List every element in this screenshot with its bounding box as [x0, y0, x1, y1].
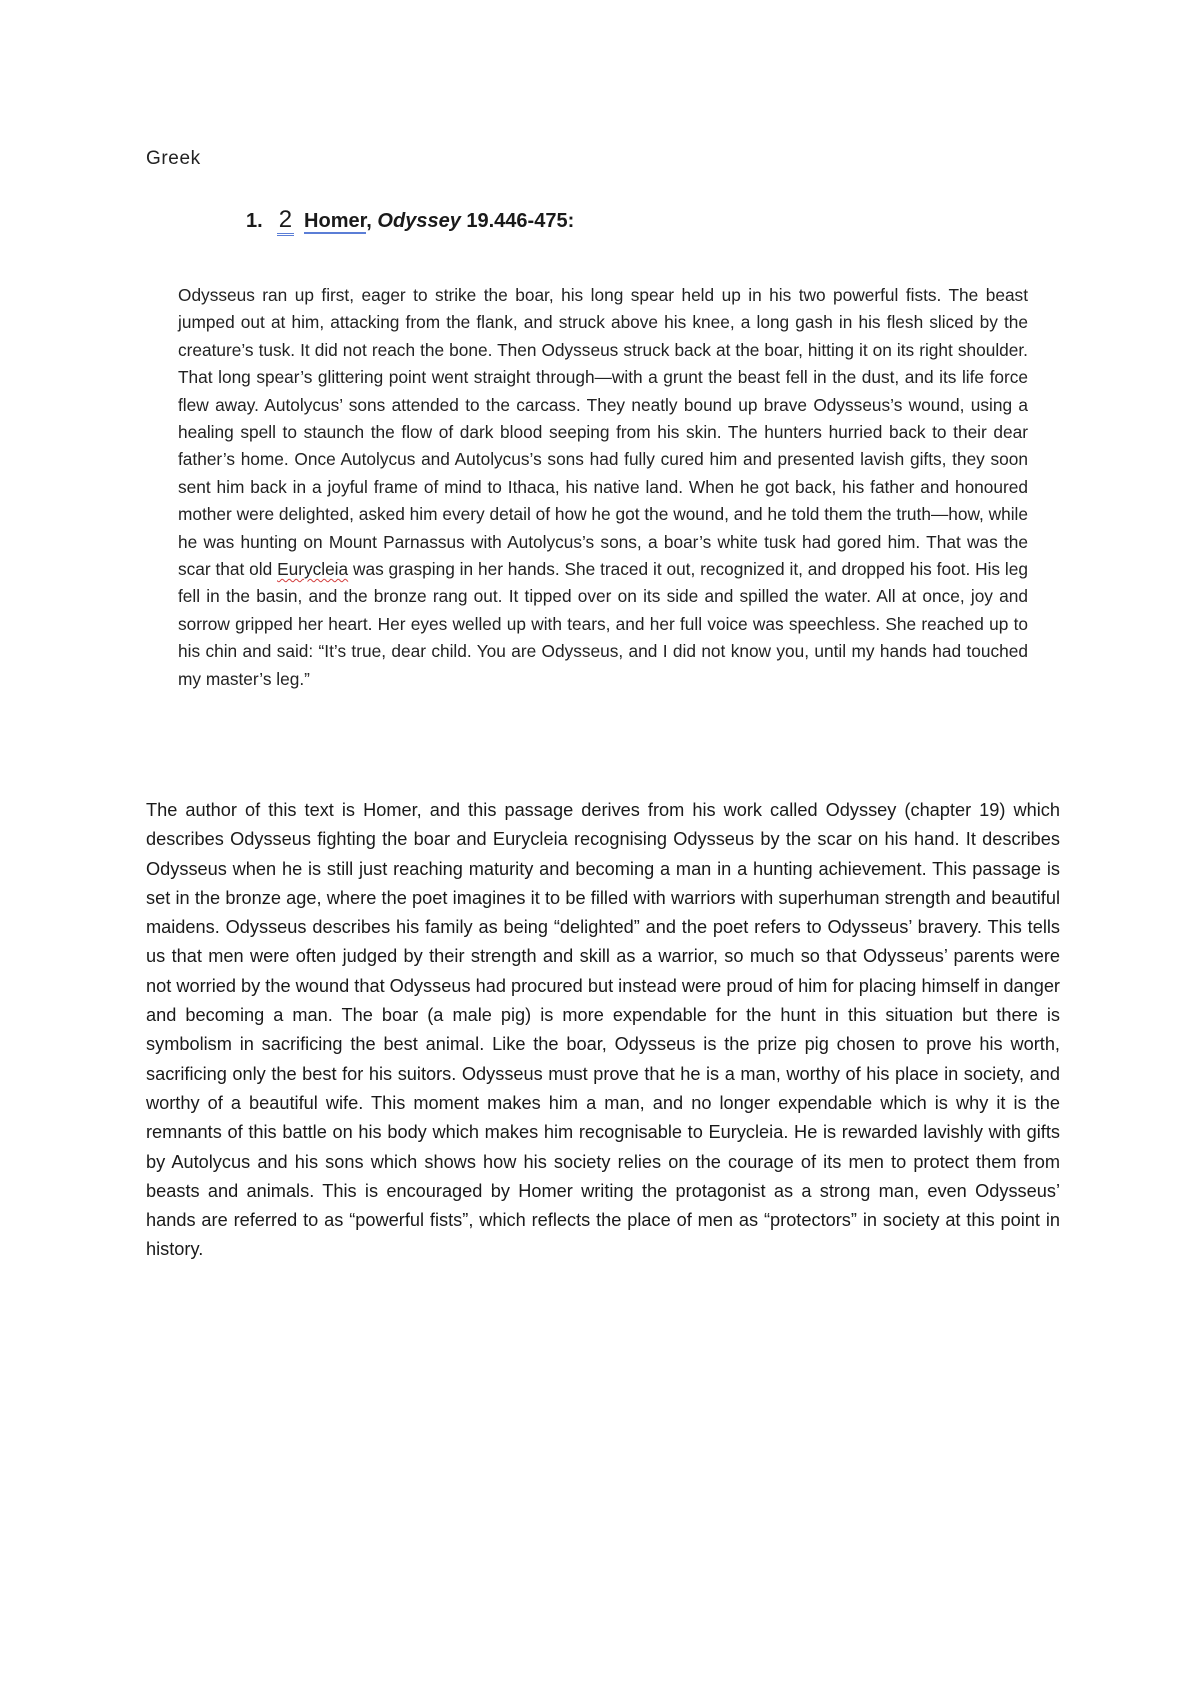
- source-line-range: 19.446-475:: [466, 210, 575, 232]
- source-heading: [246, 206, 574, 234]
- spellcheck-flagged-word: Eurycleia: [277, 559, 349, 580]
- analysis-paragraph: The author of this text is Homer, and this passage derives from his work called Odyssey (chapter 19) which describes Odysseus fighting the boar and Eurycleia recognising Odysseus by the scar on his hand. It describes Odysseus when he is still just reaching maturity and becoming a man in a hunting achievement. This passage is set in the bronze age, where the poet imagines it to be filled with warriors with superhuman strength and beautiful maidens. Odysseus describes his family as being “delighted” and the poet refers to Odysseus’ bravery. This tells us that men were often judged by their strength and skill as a warrior, so much so that Odysseus’ parents were not worried by the wound that Odysseus had procured but instead were proud of him for placing himself in danger and becoming a man. The boar (a male pig) is more expendable for the hunt in this situation but there is symbolism in sacrificing the best animal. Like the boar, Odysseus is the prize pig chosen to prove his worth, sacrificing only the best for his suitors. Odysseus must prove that he is a man, worthy of his place in society, and worthy of a beautiful wife. This moment makes him a man, and no longer expendable which is why it is the remnants of this battle on his body which makes him recognisable to Eurycleia. He is rewarded lavishly with gifts by Autolycus and his sons which shows how his society relies on the courage of its men to protect them from beasts and animals. This is encouraged by Homer writing the protagonist as a strong man, even Odysseus’ hands are referred to as “powerful fists”, which reflects the place of men as “protectors” in society at this point in history.: [146, 800, 1060, 1260]
- quote-text-part-2: was grasping in her hands. She traced it out, recognized it, and dropped his foot. His leg fell in the basin, and the bronze rang out. It tipped over on its side and spilled the water. All at once, joy and sorrow gripped her heart. Her eyes welled up with tears, and her full voice was speechless. She reached up to his chin and said: “It’s true, dear child. You are Odysseus, and I did not know you, until my hands had touched my master’s leg.”: [178, 559, 1028, 689]
- cross-reference-number: 2: [277, 206, 294, 236]
- subject-heading: Greek: [146, 148, 201, 169]
- heading-comma: ,: [366, 210, 372, 232]
- source-work-title: Odyssey: [377, 210, 461, 232]
- quote-text-part-1: Odysseus ran up first, eager to strike the boar, his long spear held up in his two powerful fists. The beast jumped out at him, attacking from the flank, and struck above his knee, a long gash in his flesh sliced by the creature’s tusk. It did not reach the bone. Then Odysseus struck back at the boar, hitting it on its right shoulder. That long spear’s glittering point went straight through—with a grunt the beast fell in the dust, and its life force flew away. Autolycus’ sons attended to the carcass. They neatly bound up brave Odysseus’s wound, using a healing spell to staunch the flow of dark blood seeping from his skin. The hunters hurried back to their dear father’s home. Once Autolycus and Autolycus’s sons had fully cured him and presented lavish gifts, they soon sent him back in a joyful frame of mind to Ithaca, his native land. When he got back, his father and honoured mother were delighted, asked him every detail of how he got the wound, and he told them the truth—how, while he was hunting on Mount Parnassus with Autolycus’s sons, a boar’s white tusk had gored him. That was the scar that old: [178, 285, 1028, 580]
- list-number: 1.: [246, 210, 263, 232]
- quoted-passage: [178, 282, 1028, 693]
- source-author: Homer: [304, 210, 367, 232]
